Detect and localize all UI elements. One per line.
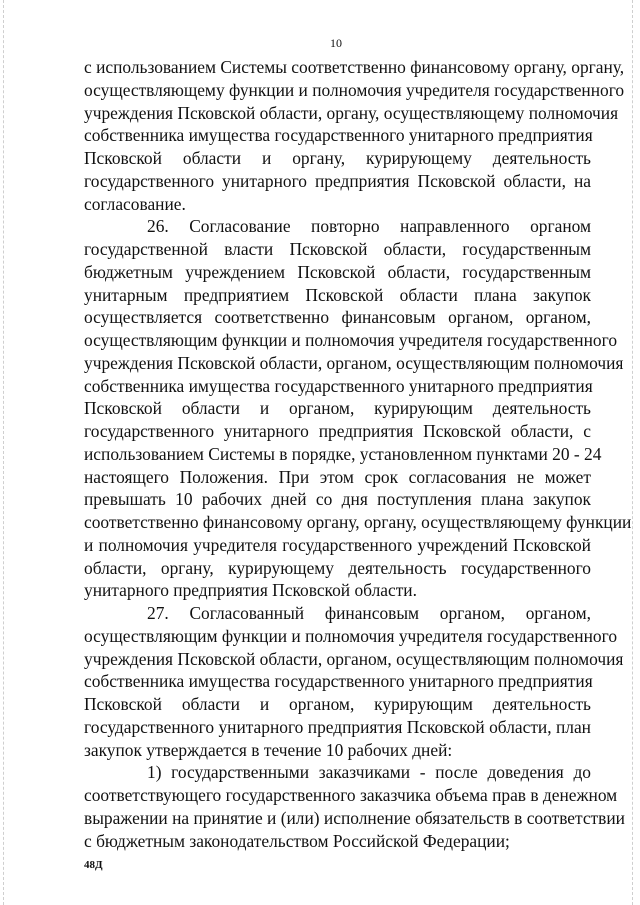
paragraph-item-27 xyxy=(84,602,624,761)
text-line: настоящего Положения. При этом срок согласования не может xyxy=(84,466,591,487)
text-line: соответственно финансовому органу, органу, осуществляющему функции xyxy=(84,512,632,532)
paragraph-item-26 xyxy=(84,215,632,602)
text-line: Псковской области и органом, курирующим деятельность xyxy=(84,694,591,714)
paragraph-continuation xyxy=(84,56,625,215)
text-line: государственной власти Псковской области, государственным xyxy=(84,239,591,259)
text-line: с использованием Системы соответственно финансовому органу, органу, xyxy=(84,57,625,77)
text-line: выражении на принятие и (или) исполнение обязательств в соответствии xyxy=(84,807,625,828)
text-line: закупок утверждается в течение 10 рабочих дней: xyxy=(84,739,453,760)
text-line: унитарного предприятия Псковской области. xyxy=(84,580,417,601)
text-line: соответствующего государственного заказчика объема прав в денежном xyxy=(84,785,618,805)
text-line: собственника имущества государственного унитарного предприятия xyxy=(84,125,593,146)
footer-document-code: 48Д xyxy=(84,859,103,871)
text-line: Псковской области и органом, курирующим деятельность xyxy=(84,398,591,419)
scan-edge-right xyxy=(632,0,633,905)
document-body xyxy=(84,56,632,852)
text-line: осуществляющим функции и полномочия учредителя государственного xyxy=(84,330,618,350)
text-line: государственного унитарного предприятия Псковской области, план xyxy=(84,716,591,737)
text-line: осуществляется соответственно финансовым органом, органом, xyxy=(84,307,591,328)
text-line: учреждения Псковской области, органом, осуществляющим полномочия xyxy=(84,352,624,373)
text-line: 27. Согласованный финансовым органом, органом, xyxy=(147,603,591,623)
text-line: осуществляющему функции и полномочия учредителя государственного xyxy=(84,79,625,100)
text-line: государственного унитарного предприятия Псковской области, на xyxy=(84,170,591,191)
page-number: 10 xyxy=(330,36,342,50)
text-line: области, органу, курирующему деятельность государственного xyxy=(84,557,591,578)
text-line: учреждения Псковской области, органом, осуществляющим полномочия xyxy=(84,648,624,669)
text-line: государственного унитарного предприятия Псковской области, с xyxy=(84,421,591,441)
text-line: осуществляющим функции и полномочия учредителя государственного xyxy=(84,625,618,646)
text-line: унитарным предприятием Псковской области плана закупок xyxy=(84,284,591,305)
text-line: использованием Системы в порядке, установленном пунктами 20 - 24 xyxy=(84,443,602,464)
scan-edge-left xyxy=(3,0,4,905)
paragraph-item-27-1 xyxy=(84,761,625,852)
text-line: превышать 10 рабочих дней со дня поступления плана закупок xyxy=(84,489,591,510)
text-line: собственника имущества государственного унитарного предприятия xyxy=(84,671,593,692)
text-line: учреждения Псковской области, органу, осуществляющему полномочия xyxy=(84,102,619,123)
text-line: бюджетным учреждением Псковской области, государственным xyxy=(84,261,591,282)
text-line: и полномочия учредителя государственного учреждений Псковской xyxy=(84,534,591,555)
text-line: Псковской области и органу, курирующему деятельность xyxy=(84,148,591,168)
text-line: 26. Согласование повторно направленного органом xyxy=(147,216,591,237)
text-line: собственника имущества государственного унитарного предприятия xyxy=(84,375,593,396)
text-line: 1) государственными заказчиками - после доведения до xyxy=(147,762,591,783)
text-line: с бюджетным законодательством Российской Федерации; xyxy=(84,830,510,851)
text-line: согласование. xyxy=(84,193,186,214)
